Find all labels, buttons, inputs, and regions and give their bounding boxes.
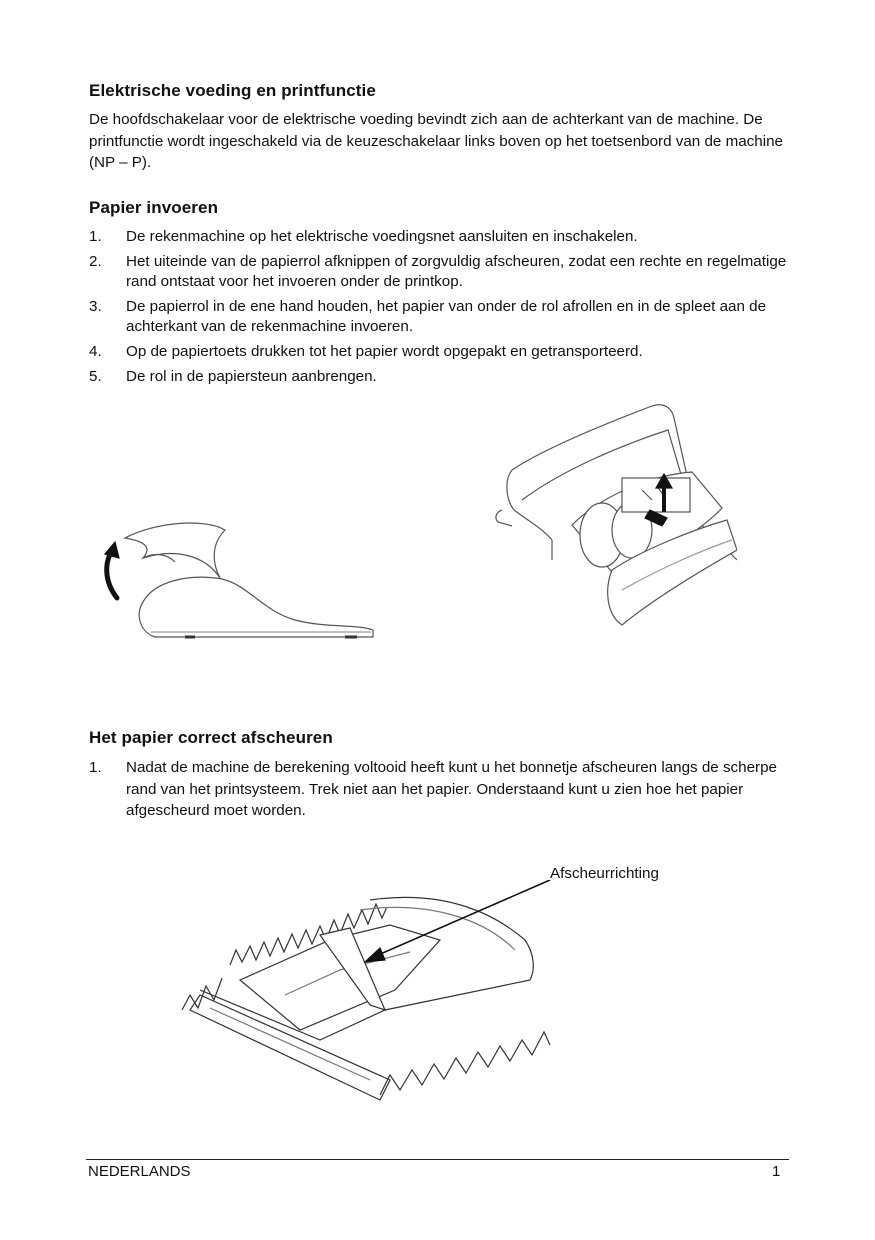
heading-paper-feed: Papier invoeren [89, 198, 219, 217]
paper-support-illustration [95, 520, 385, 645]
heading-power: Elektrische voeding en printfunctie [89, 81, 376, 100]
list-item: 3. De papierrol in de ene hand houden, het papier van onder de rol afrollen en in de spleet aan de achterkant van de rekenmachine invoeren. [89, 298, 767, 335]
tear-paper-illustration [180, 880, 560, 1110]
footer-divider [86, 1159, 789, 1160]
paper-slot-illustration [492, 400, 737, 640]
list-item: 1. Nadat de machine de berekening voltooid heeft kunt u het bonnetje afscheuren langs de scherpe rand van het printsysteem. Trek niet aan het papier. Onderstaand kunt u zien hoe het papier afgescheurd moet worden. [89, 759, 777, 819]
heading-tear-paper: Het papier correct afscheuren [89, 728, 333, 747]
footer-language: NEDERLANDS [88, 1163, 191, 1180]
power-body-text: De hoofdschakelaar voor de elektrische voeding bevindt zich aan de achterkant van de machine. De printfunctie wordt ingeschakeld via de keuzeschakelaar links boven op het toetsenbord van de machine (NP – P). [89, 111, 783, 171]
list-item: 2. Het uiteinde van de papierrol afknippen of zorgvuldig afscheuren, zodat een rechte en regelmatige rand ontstaat voor het invoeren onder de printkop. [89, 253, 787, 290]
paper-feed-steps [89, 227, 789, 392]
list-item: 5. De rol in de papiersteun aanbrengen. [89, 368, 377, 385]
footer-page-number: 1 [772, 1163, 781, 1180]
tear-paper-steps [89, 757, 789, 827]
list-item: 1. De rekenmachine op het elektrische voedingsnet aansluiten en inschakelen. [89, 228, 638, 245]
list-item: 4. Op de papiertoets drukken tot het papier wordt opgepakt en getransporteerd. [89, 343, 643, 360]
tear-direction-label: Afscheurrichting [550, 865, 659, 882]
